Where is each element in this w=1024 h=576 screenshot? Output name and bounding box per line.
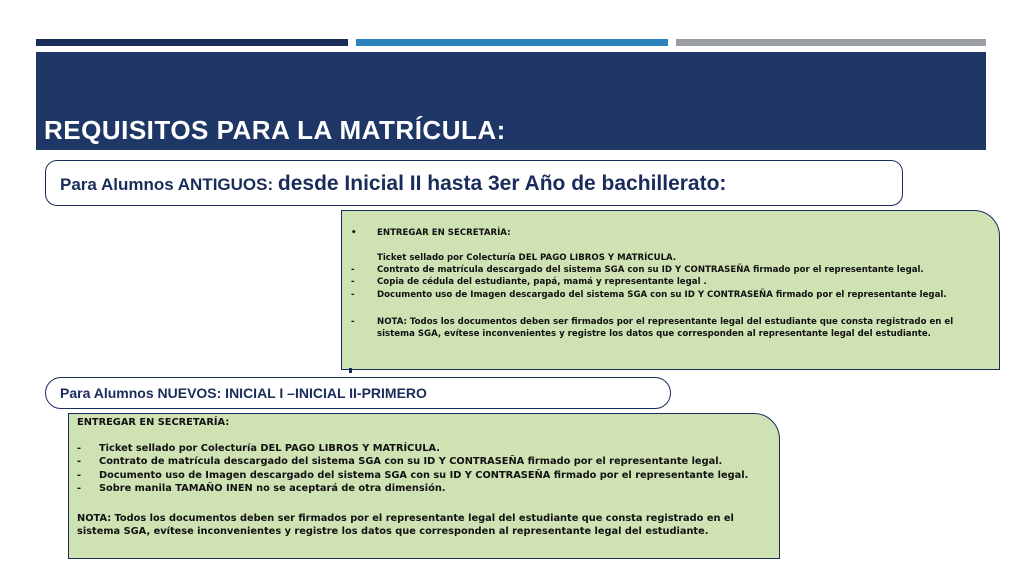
- bullet: -: [77, 443, 82, 454]
- title-band: [36, 52, 986, 150]
- bullet-dot-icon: •: [351, 228, 357, 238]
- nuevos-note-line2: sistema SGA, evítese inconvenientes y registre los datos que corresponden al representante legal del estudiante.: [77, 526, 709, 537]
- bullet: -: [77, 470, 82, 481]
- top-bar-gray: [676, 39, 986, 46]
- small-marker: [349, 368, 352, 373]
- list-item-text: Ticket sellado por Colecturía DEL PAGO LIBROS Y MATRÍCULA.: [377, 253, 677, 263]
- antiguos-requirements-box: [341, 210, 1000, 370]
- bullet: -: [351, 317, 355, 327]
- antiguos-heading: [60, 172, 726, 196]
- list-item-text: Copia de cédula del estudiante, papá, mamá y representante legal .: [377, 277, 707, 287]
- page-title: REQUISITOS PARA LA MATRÍCULA:: [44, 115, 506, 145]
- nuevos-note-line1: NOTA: Todos los documentos deben ser firmados por el representante legal del estudiante que consta registrado en el: [77, 513, 734, 524]
- nuevos-heading: Para Alumnos NUEVOS: INICIAL I –INICIAL II-PRIMERO: [60, 385, 427, 401]
- list-item-text: Documento uso de Imagen descargado del sistema SGA con su ID Y CONTRASEÑA firmado por el representante legal.: [377, 290, 947, 300]
- bullet: -: [351, 265, 355, 275]
- nuevos-lead: ENTREGAR EN SECRETARÍA:: [77, 417, 230, 428]
- nuevos-heading-box: [45, 377, 671, 409]
- bullet: -: [351, 290, 355, 300]
- list-item-text: Contrato de matrícula descargado del sistema SGA con su ID Y CONTRASEÑA firmado por el representante legal.: [377, 265, 924, 275]
- antiguos-note-line1: NOTA: Todos los documentos deben ser firmados por el representante legal del estudiante que consta registrado en el: [377, 317, 954, 327]
- top-bar-blue: [356, 39, 668, 46]
- antiguos-heading-box: [45, 160, 903, 206]
- bullet: -: [351, 277, 355, 287]
- list-item-text: Ticket sellado por Colecturía DEL PAGO LIBROS Y MATRÍCULA.: [99, 443, 441, 454]
- nuevos-requirements-box: [68, 413, 780, 559]
- list-item-text: Contrato de matrícula descargado del sistema SGA con su ID Y CONTRASEÑA firmado por el representante legal.: [99, 456, 723, 467]
- antiguos-heading-lead: Para Alumnos ANTIGUOS:: [60, 175, 278, 194]
- bullet: -: [77, 456, 82, 467]
- antiguos-lead: ENTREGAR EN SECRETARÍA:: [377, 228, 511, 238]
- bullet: -: [77, 483, 82, 494]
- list-item-text: Documento uso de Imagen descargado del sistema SGA con su ID Y CONTRASEÑA firmado por el representante legal.: [99, 470, 749, 481]
- antiguos-heading-range: desde Inicial II hasta 3er Año de bachillerato:: [277, 172, 727, 195]
- antiguos-note-line2: sistema SGA, evítese inconvenientes y registre los datos que corresponden al representante legal del estudiante.: [377, 329, 931, 339]
- top-bar-navy: [36, 39, 348, 46]
- list-item-text: Sobre manila TAMAÑO INEN no se aceptará de otra dimensión.: [99, 483, 446, 494]
